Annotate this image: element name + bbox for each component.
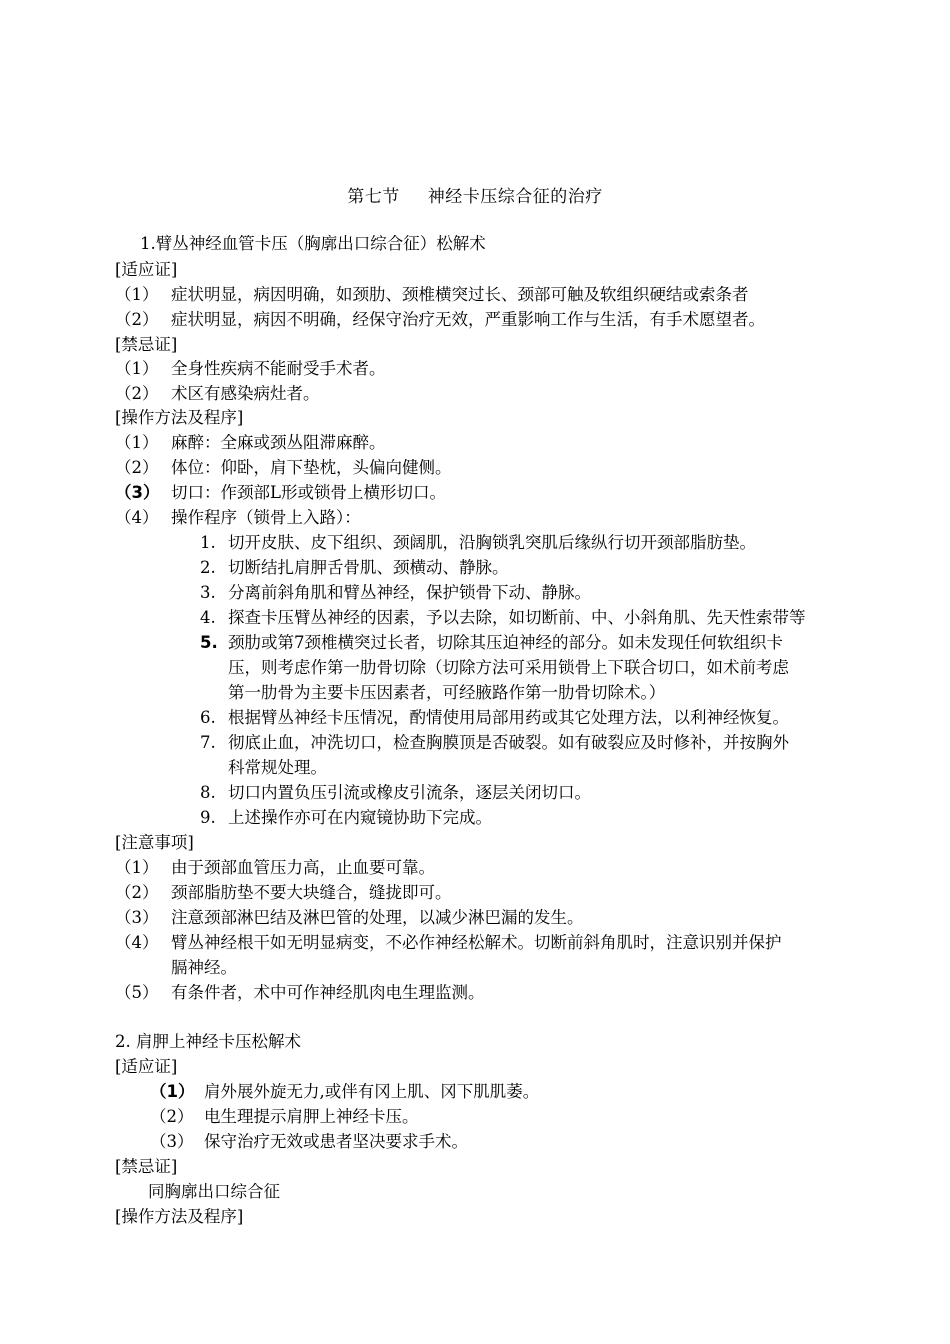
list-item: （2） 体位：仰卧，肩下垫枕，头偏向健侧。 [115,458,452,477]
list-item: （3） 保守治疗无效或患者坚决要求手术。 [150,1132,468,1151]
step-item: 7. 彻底止血，冲洗切口，检查胸膜顶是否破裂。如有破裂应及时修补，并按胸外 [200,733,789,752]
list-item: （1） 症状明显，病因明确，如颈肋、颈椎横突过长、颈部可触及软组织硬结或索条者 [115,285,749,304]
section-title: 神经卡压综合征的治疗 [427,187,603,207]
step-item: 1. 切开皮肤、皮下组织、颈阔肌，沿胸锁乳突肌后缘纵行切开颈部脂肪垫。 [200,533,756,552]
list-item: （2） 电生理提示肩胛上神经卡压。 [150,1107,419,1126]
contra-label: [禁忌证] [115,335,178,354]
step-item: 2. 切断结扎肩胛舌骨肌、颈横动、静脉。 [200,558,509,577]
list-item: （1） 由于颈部血管压力高，止血要可靠。 [115,858,435,877]
step-item: 9. 上述操作亦可在内窥镜协助下完成。 [200,808,492,827]
list-item: （1） 肩外展外旋无力,或伴有冈上肌、冈下肌肌萎。 [150,1082,540,1101]
contra-text: 同胸廓出口综合征 [148,1182,280,1201]
notes-label: [注意事项] [115,833,194,852]
step-item: 4. 探查卡压臂丛神经的因素，予以去除，如切断前、中、小斜角肌、先天性索带等 [200,608,806,627]
list-item: （2） 术区有感染病灶者。 [115,384,320,403]
step-item: 6. 根据臂丛神经卡压情况，酌情使用局部用药或其它处理方法，以利神经恢复。 [200,708,789,727]
list-item: （4） 臂丛神经根干如无明显病变，不必作神经松解术。切断前斜角肌时，注意识别并保护 [115,933,782,952]
list-item: （4） 操作程序（锁骨上入路）： [115,508,361,527]
step-item: 8. 切口内置负压引流或橡皮引流条，逐层关闭切口。 [200,783,591,802]
note-continuation: 膈神经。 [171,958,237,977]
ops-label: [操作方法及程序] [115,408,244,427]
contra-label: [禁忌证] [115,1157,178,1176]
section-number: 第七节 [347,187,400,207]
section1-heading: 1.臂丛神经血管卡压（胸廓出口综合征）松解术 [140,234,486,253]
step-item: 5. 颈肋或第7颈椎横突过长者，切除其压迫神经的部分。如未发现任何软组织卡 [200,633,783,652]
step-continuation: 科常规处理。 [228,758,327,777]
step-continuation: 压，则考虑作第一肋骨切除（切除方法可采用锁骨上下联合切口，如术前考虑 [228,658,789,677]
indications-label: [适应证] [115,1057,178,1076]
step-item: 3. 分离前斜角肌和臂丛神经，保护锁骨下动、静脉。 [200,583,591,602]
indications-label: [适应证] [115,260,178,279]
section2-heading: 2. 肩胛上神经卡压松解术 [115,1032,301,1051]
list-item: （3） 注意颈部淋巴结及淋巴管的处理，以减少淋巴漏的发生。 [115,908,584,927]
step-continuation: 第一肋骨为主要卡压因素者，可经腋路作第一肋骨切除术。） [228,683,666,702]
list-item: （2） 颈部脂肪垫不要大块缝合，缝拢即可。 [115,883,452,902]
list-item: （5） 有条件者，术中可作神经肌肉电生理监测。 [115,983,485,1002]
list-item: （2） 症状明显，病因不明确，经保守治疗无效，严重影响工作与生活，有手术愿望者。 [115,310,765,329]
list-item: （1） 麻醉：全麻或颈丛阻滞麻醉。 [115,433,386,452]
ops-label: [操作方法及程序] [115,1207,244,1226]
list-item: （1） 全身性疾病不能耐受手术者。 [115,359,386,378]
list-item: （3） 切口：作颈部L形或锁骨上横形切口。 [115,483,446,502]
page-title [0,182,950,207]
